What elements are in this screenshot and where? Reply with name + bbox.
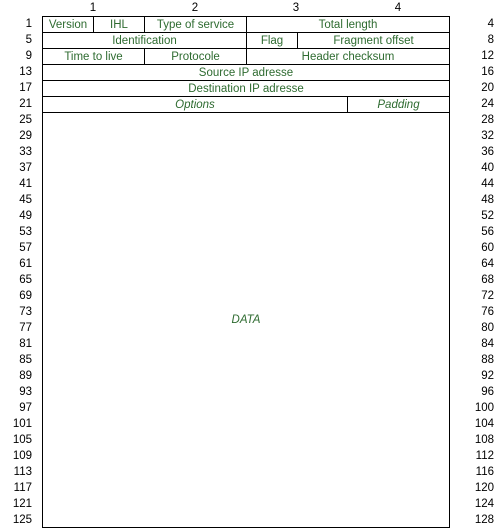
row-number-right: 96 [481, 386, 494, 398]
row-number-left: 73 [19, 306, 32, 318]
row-number-left: 69 [19, 290, 32, 302]
padding-field: Padding [347, 96, 450, 113]
row-number-left: 21 [19, 98, 32, 110]
row-number-right: 40 [481, 162, 494, 174]
row-number-right: 76 [481, 306, 494, 318]
time-to-live-field: Time to live [42, 48, 145, 65]
row-number-left: 97 [19, 402, 32, 414]
row-number-right: 48 [481, 194, 494, 206]
version-field: Version [42, 16, 94, 33]
destination-ip-field: Destination IP adresse [42, 80, 450, 97]
row-number-right: 28 [481, 114, 494, 126]
row-number-left: 113 [13, 466, 32, 478]
row-number-right: 84 [481, 338, 494, 350]
row-number-left: 25 [19, 114, 32, 126]
row-number-right: 92 [481, 370, 494, 382]
row-number-right: 12 [481, 50, 494, 62]
row-number-left: 49 [19, 210, 32, 222]
type-of-service-field: Type of service [144, 16, 247, 33]
row-number-right: 64 [481, 258, 494, 270]
identification-field: Identification [42, 32, 247, 49]
row-number-right: 120 [474, 482, 494, 494]
row-number-left: 85 [19, 354, 32, 366]
row-number-left: 81 [19, 338, 32, 350]
row-number-right: 108 [474, 434, 494, 446]
row-number-right: 32 [481, 130, 494, 142]
data-field: DATA [42, 112, 450, 528]
row-number-left: 41 [19, 178, 32, 190]
row-number-left: 57 [19, 242, 32, 254]
row-number-left: 5 [25, 34, 32, 46]
fragment-offset-field: Fragment offset [297, 32, 450, 49]
row-number-left: 9 [25, 50, 32, 62]
byte-column-3: 3 [292, 2, 300, 14]
source-ip-field: Source IP adresse [42, 64, 450, 81]
ihl-field: IHL [93, 16, 145, 33]
row-number-left: 65 [19, 274, 32, 286]
row-number-right: 128 [474, 514, 494, 526]
header-checksum-field: Header checksum [246, 48, 450, 65]
byte-column-1: 1 [89, 2, 97, 14]
row-number-right: 116 [475, 466, 494, 478]
row-number-right: 88 [481, 354, 494, 366]
row-number-right: 20 [481, 82, 494, 94]
options-field: Options [42, 96, 348, 113]
row-number-left: 93 [19, 386, 32, 398]
flag-field: Flag [246, 32, 298, 49]
row-number-left: 101 [12, 418, 32, 430]
row-number-left: 117 [13, 482, 32, 494]
row-number-left: 89 [19, 370, 32, 382]
row-number-left: 29 [19, 130, 32, 142]
row-number-right: 68 [481, 274, 494, 286]
row-number-right: 112 [475, 450, 494, 462]
row-number-right: 44 [481, 178, 494, 190]
row-number-left: 1 [25, 18, 32, 30]
row-number-right: 80 [481, 322, 494, 334]
row-number-right: 56 [481, 226, 494, 238]
row-number-right: 60 [481, 242, 494, 254]
row-number-right: 16 [481, 66, 494, 78]
protocole-field: Protocole [144, 48, 247, 65]
row-number-right: 8 [487, 34, 494, 46]
byte-column-2: 2 [191, 2, 199, 14]
row-number-left: 53 [19, 226, 32, 238]
row-number-left: 121 [12, 498, 32, 510]
row-number-left: 45 [19, 194, 32, 206]
byte-column-4: 4 [394, 2, 402, 14]
row-number-right: 24 [481, 98, 494, 110]
row-number-left: 33 [19, 146, 32, 158]
row-number-left: 13 [19, 66, 32, 78]
row-number-left: 61 [19, 258, 32, 270]
row-number-left: 17 [19, 82, 32, 94]
row-number-left: 109 [12, 450, 32, 462]
row-number-right: 4 [487, 18, 494, 30]
row-number-right: 100 [474, 402, 494, 414]
row-number-left: 125 [12, 514, 32, 526]
row-number-right: 52 [481, 210, 494, 222]
row-number-left: 105 [12, 434, 32, 446]
row-number-left: 77 [19, 322, 32, 334]
row-number-right: 36 [481, 146, 494, 158]
total-length-field: Total length [246, 16, 450, 33]
row-number-right: 72 [481, 290, 494, 302]
row-number-right: 124 [474, 498, 494, 510]
row-number-left: 37 [19, 162, 32, 174]
row-number-right: 104 [474, 418, 494, 430]
